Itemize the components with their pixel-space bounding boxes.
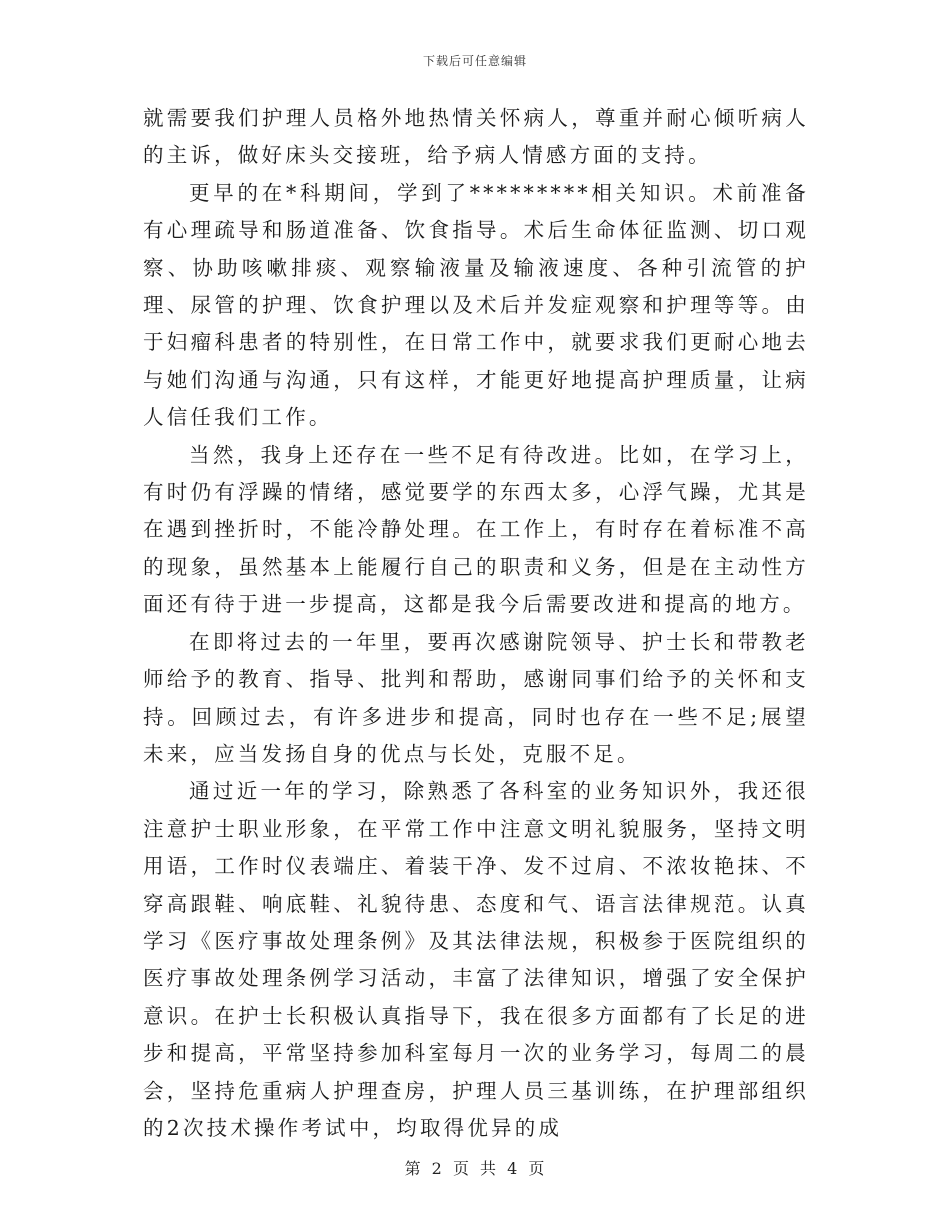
page-number-footer: 第 2 页 共 4 页 bbox=[404, 1159, 546, 1178]
document-body bbox=[143, 100, 809, 1147]
paragraph-shortcomings: 当然，我身上还存在一些不足有待改进。比如，在学习上，有时仍有浮躁的情绪，感觉要学的东西太多，心浮气躁，尤其是在遇到挫折时，不能冷静处理。在工作上，有时存在着标准不高的现象，虽然基本上能履行自己的职责和义务，但是在主动性方面还有待于进一步提高，这都是我今后需要改进和提高的地方。 bbox=[143, 442, 809, 617]
page-header-note: 下载后可任意编辑 bbox=[422, 54, 527, 68]
paragraph-surgery-knowledge: 更早的在*科期间，学到了*********相关知识。术前准备有心理疏导和肠道准备、饮食指导。术后生命体征监测、切口观察、协助咳嗽排痰、观察输液量及输液速度、各种引流管的护理、尿管的护理、饮食护理以及术后并发症观察和护理等等。由于妇瘤科患者的特别性，在日常工作中，就要求我们更耐心地去与她们沟通与沟通，只有这样，才能更好地提高护理质量，让病人信任我们工作。 bbox=[143, 180, 809, 430]
paragraph-gratitude: 在即将过去的一年里，要再次感谢院领导、护士长和带教老师给予的教育、指导、批判和帮助，感谢同事们给予的关怀和支持。回顾过去，有许多进步和提高，同时也存在一些不足;展望未来，应当发扬自身的优点与长处，克服不足。 bbox=[143, 629, 809, 766]
paragraph-learning-progress: 通过近一年的学习，除熟悉了各科室的业务知识外，我还很注意护士职业形象，在平常工作中注意文明礼貌服务，坚持文明用语，工作时仪表端庄、着装干净、发不过肩、不浓妆艳抹、不穿高跟鞋、响底鞋、礼貌待患、态度和气、语言法律规范。认真学习《医疗事故处理条例》及其法律法规，积极参于医院组织的医疗事故处理条例学习活动，丰富了法律知识，增强了安全保护意识。在护士长积极认真指导下，我在很多方面都有了长足的进步和提高，平常坚持参加科室每月一次的业务学习，每周二的晨会，坚持危重病人护理查房，护理人员三基训练，在护理部组织的2次技术操作考试中，均取得优异的成 bbox=[143, 779, 809, 1140]
paragraph-continuation: 就需要我们护理人员格外地热情关怀病人，尊重并耐心倾听病人的主诉，做好床头交接班，给予病人情感方面的支持。 bbox=[143, 106, 809, 168]
